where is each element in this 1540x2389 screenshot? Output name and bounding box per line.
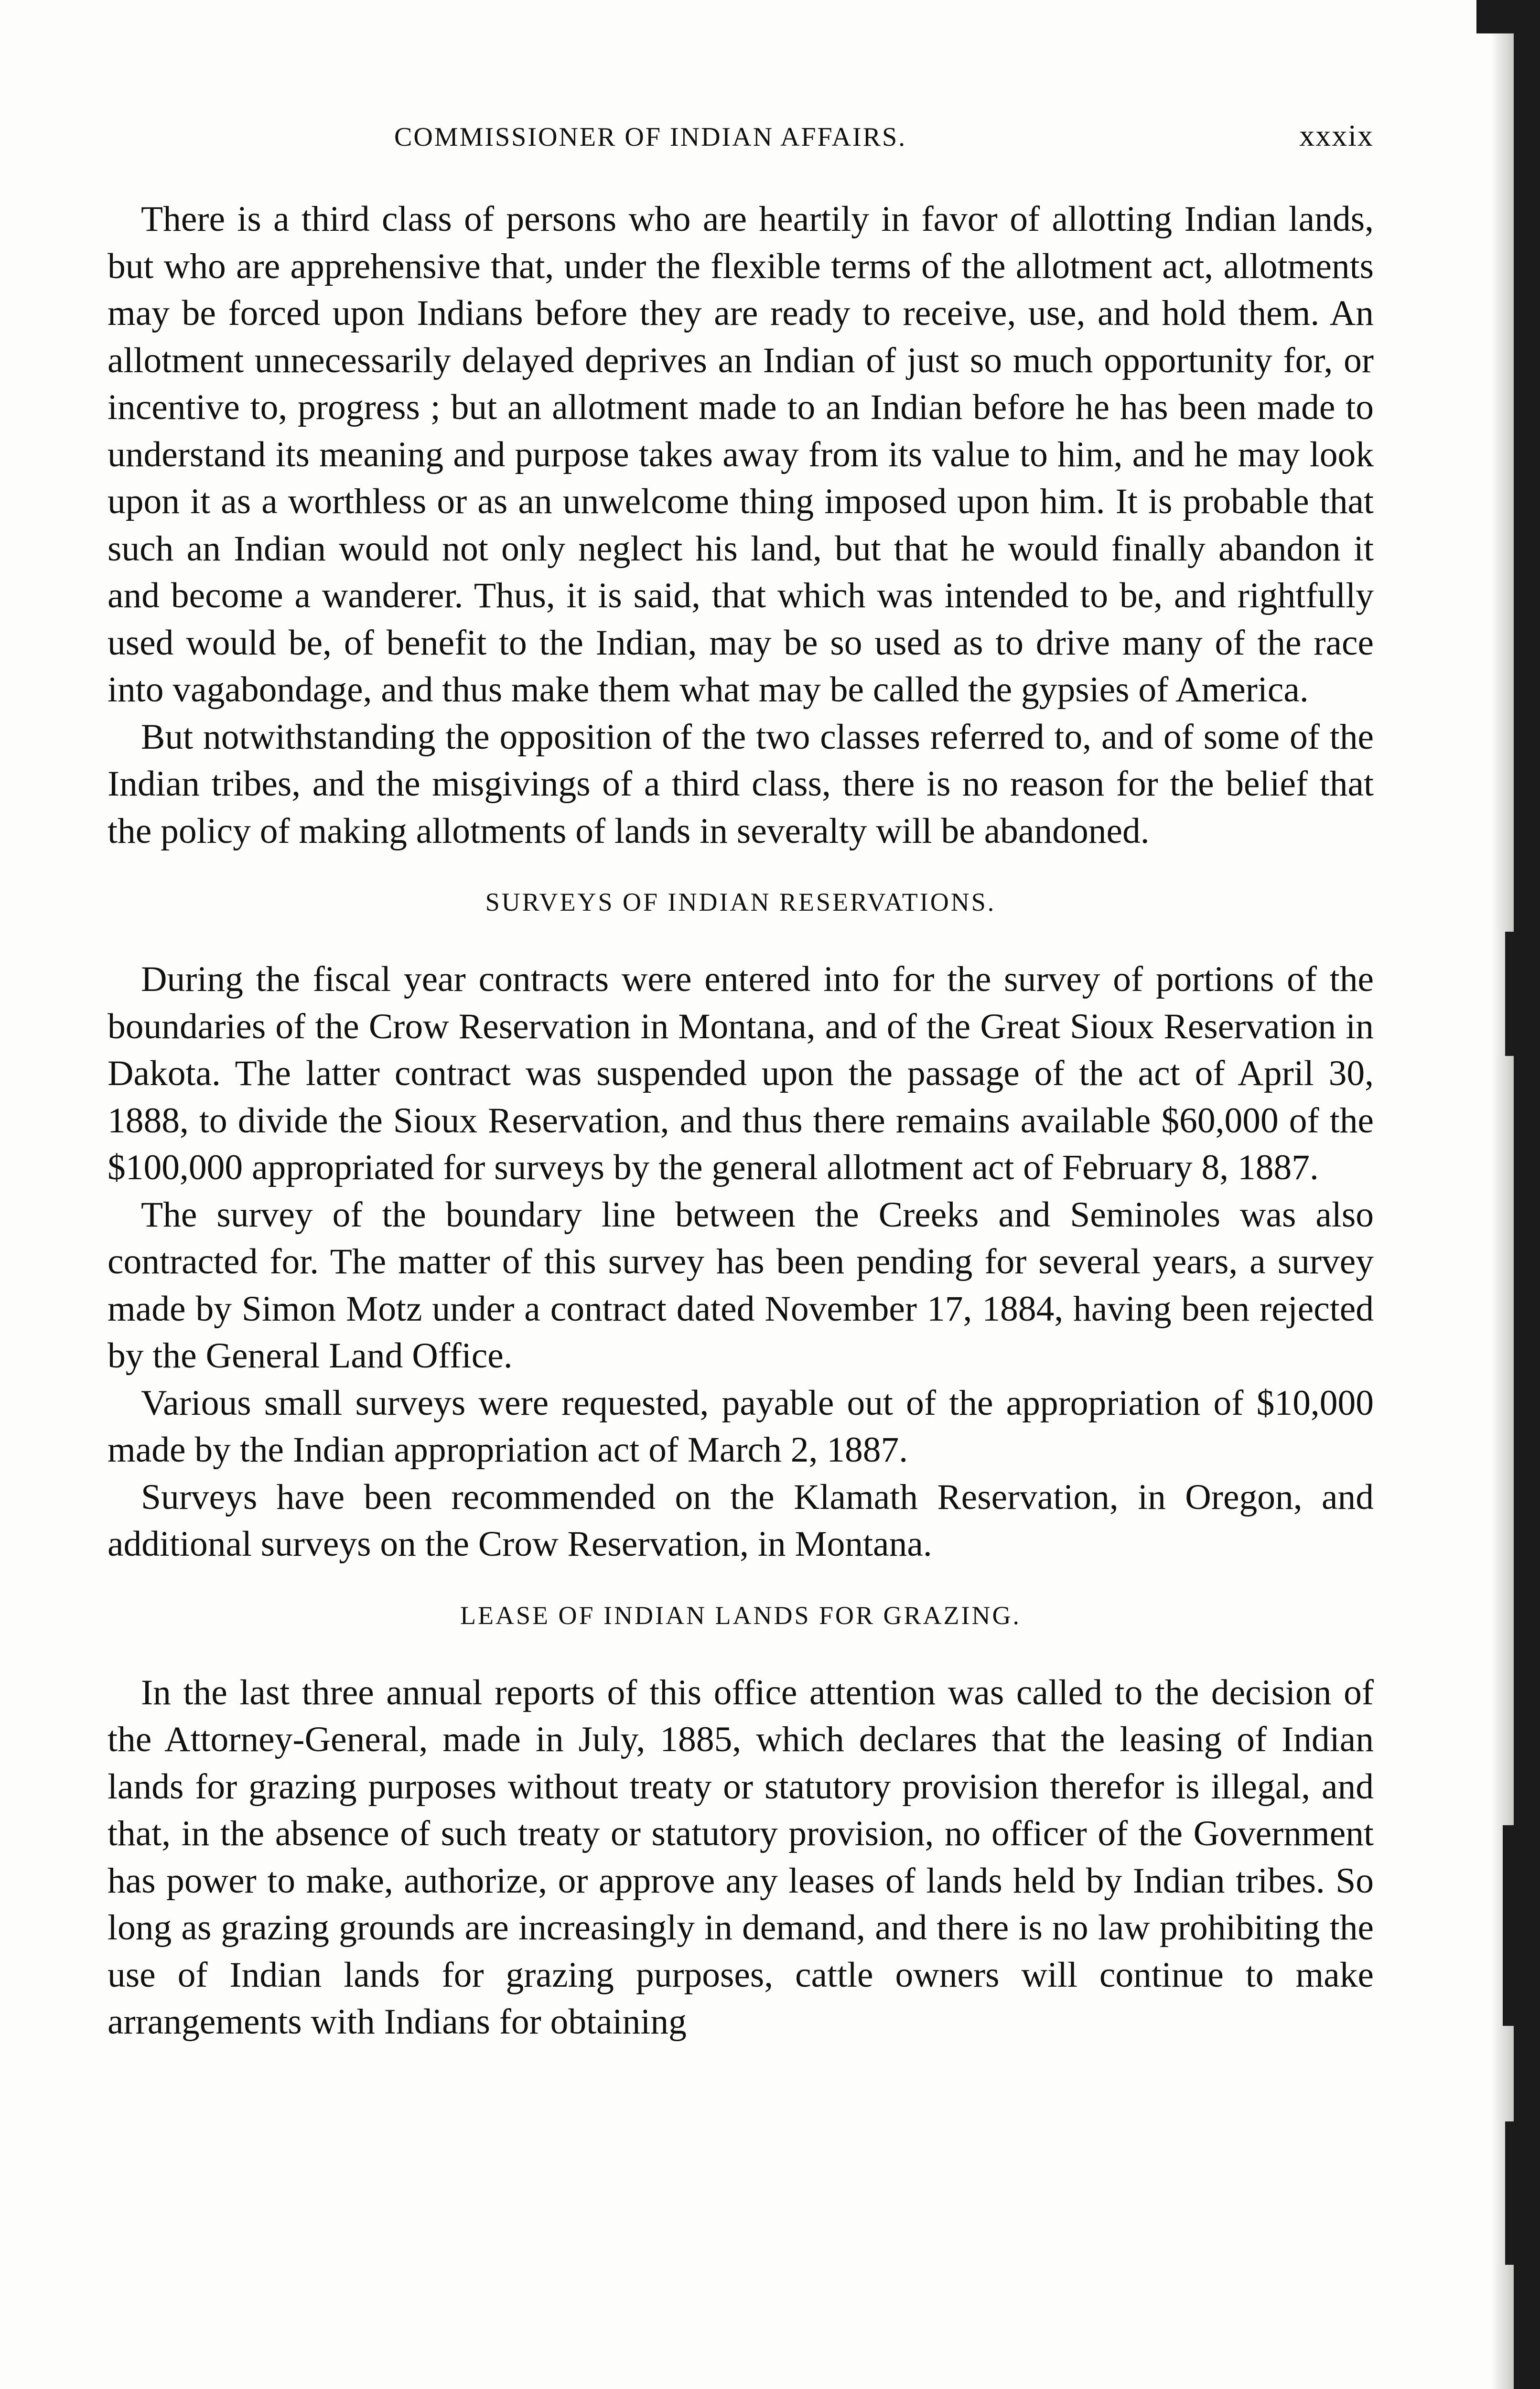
- paragraph: During the fiscal year contracts were entered into for the survey of portions of the boundaries of the Crow Reservation in Montana, and of the Great Sioux Reservation in Dakota. The latter contract was suspended upon the passage of the act of April 30, 1888, to divide the Sioux Reservation, and thus there remains available $60,000 of the $100,000 appropriated for surveys by the general allotment act of February 8, 1887.: [108, 959, 1374, 1187]
- paragraph: But notwithstanding the opposition of the two classes referred to, and of some of the Indian tribes, and the misgivings of a third class, there is no reason for the belief that the policy of making allotments of lands in severalty will be abandoned.: [108, 717, 1374, 851]
- body-text: [108, 196, 1374, 2046]
- page-number: xxxix: [1299, 118, 1374, 152]
- section-heading-surveys: SURVEYS OF INDIAN RESERVATIONS.: [485, 888, 996, 916]
- page-edge-notch: [1505, 2121, 1519, 2265]
- page-edge-shadow: [1491, 0, 1514, 2389]
- running-head-title: COMMISSIONER OF INDIAN AFFAIRS.: [394, 122, 907, 152]
- paragraph: There is a third class of persons who are heartily in favor of allotting Indian lands, but who are apprehensive that, under the flexible terms of the allotment act, allotments may be forced upon Indians before they are ready to receive, use, and hold them. An allotment unnecessarily delayed deprives an Indian of just so much opportunity for, or incentive to, progress ; but an allotment made to an Indian before he has been made to understand its meaning and purpose takes away from its value to him, and he may look upon it as a worthless or as an unwelcome thing imposed upon him. It is probable that such an Indian would not only neglect his land, but that he would finally abandon it and become a wanderer. Thus, it is said, that which was intended to be, and rightfully used would be, of benefit to the Indian, may be so used as to drive many of the race into vagabondage, and thus make them what may be called the gypsies of America.: [108, 199, 1374, 710]
- paragraph: Various small surveys were requested, payable out of the appropriation of $10,000 made by the Indian appropriation act of March 2, 1887.: [108, 1383, 1374, 1470]
- paragraph: The survey of the boundary line between the Creeks and Seminoles was also contracted for. The matter of this survey has been pending for several years, a survey made by Simon Motz under a contract dated November 17, 1884, having been rejected by the General Land Office.: [108, 1194, 1374, 1376]
- paragraph: In the last three annual reports of this office attention was called to the decision of the Attorney-General, made in July, 1885, which declares that the leasing of Indian lands for grazing purposes without treaty or statutory provision therefor is illegal, and that, in the absence of such treaty or statutory provision, no officer of the Government has power to make, authorize, or approve any leases of lands held by Indian tribes. So long as grazing grounds are increasingly in demand, and there is no law prohibiting the use of Indian lands for grazing purposes, cattle owners will continue to make arrangements with Indians for obtaining: [108, 1672, 1374, 2042]
- running-head: [108, 118, 1374, 165]
- page-corner-dark: [1476, 0, 1540, 33]
- page-edge-notch: [1505, 932, 1519, 1056]
- page-edge-dark: [1514, 0, 1540, 2389]
- paragraph: Surveys have been recommended on the Klamath Reservation, in Oregon, and additional surveys on the Crow Reservation, in Montana.: [108, 1477, 1374, 1564]
- page-edge-notch: [1503, 1825, 1519, 2026]
- section-heading-lease: LEASE OF INDIAN LANDS FOR GRAZING.: [460, 1601, 1021, 1630]
